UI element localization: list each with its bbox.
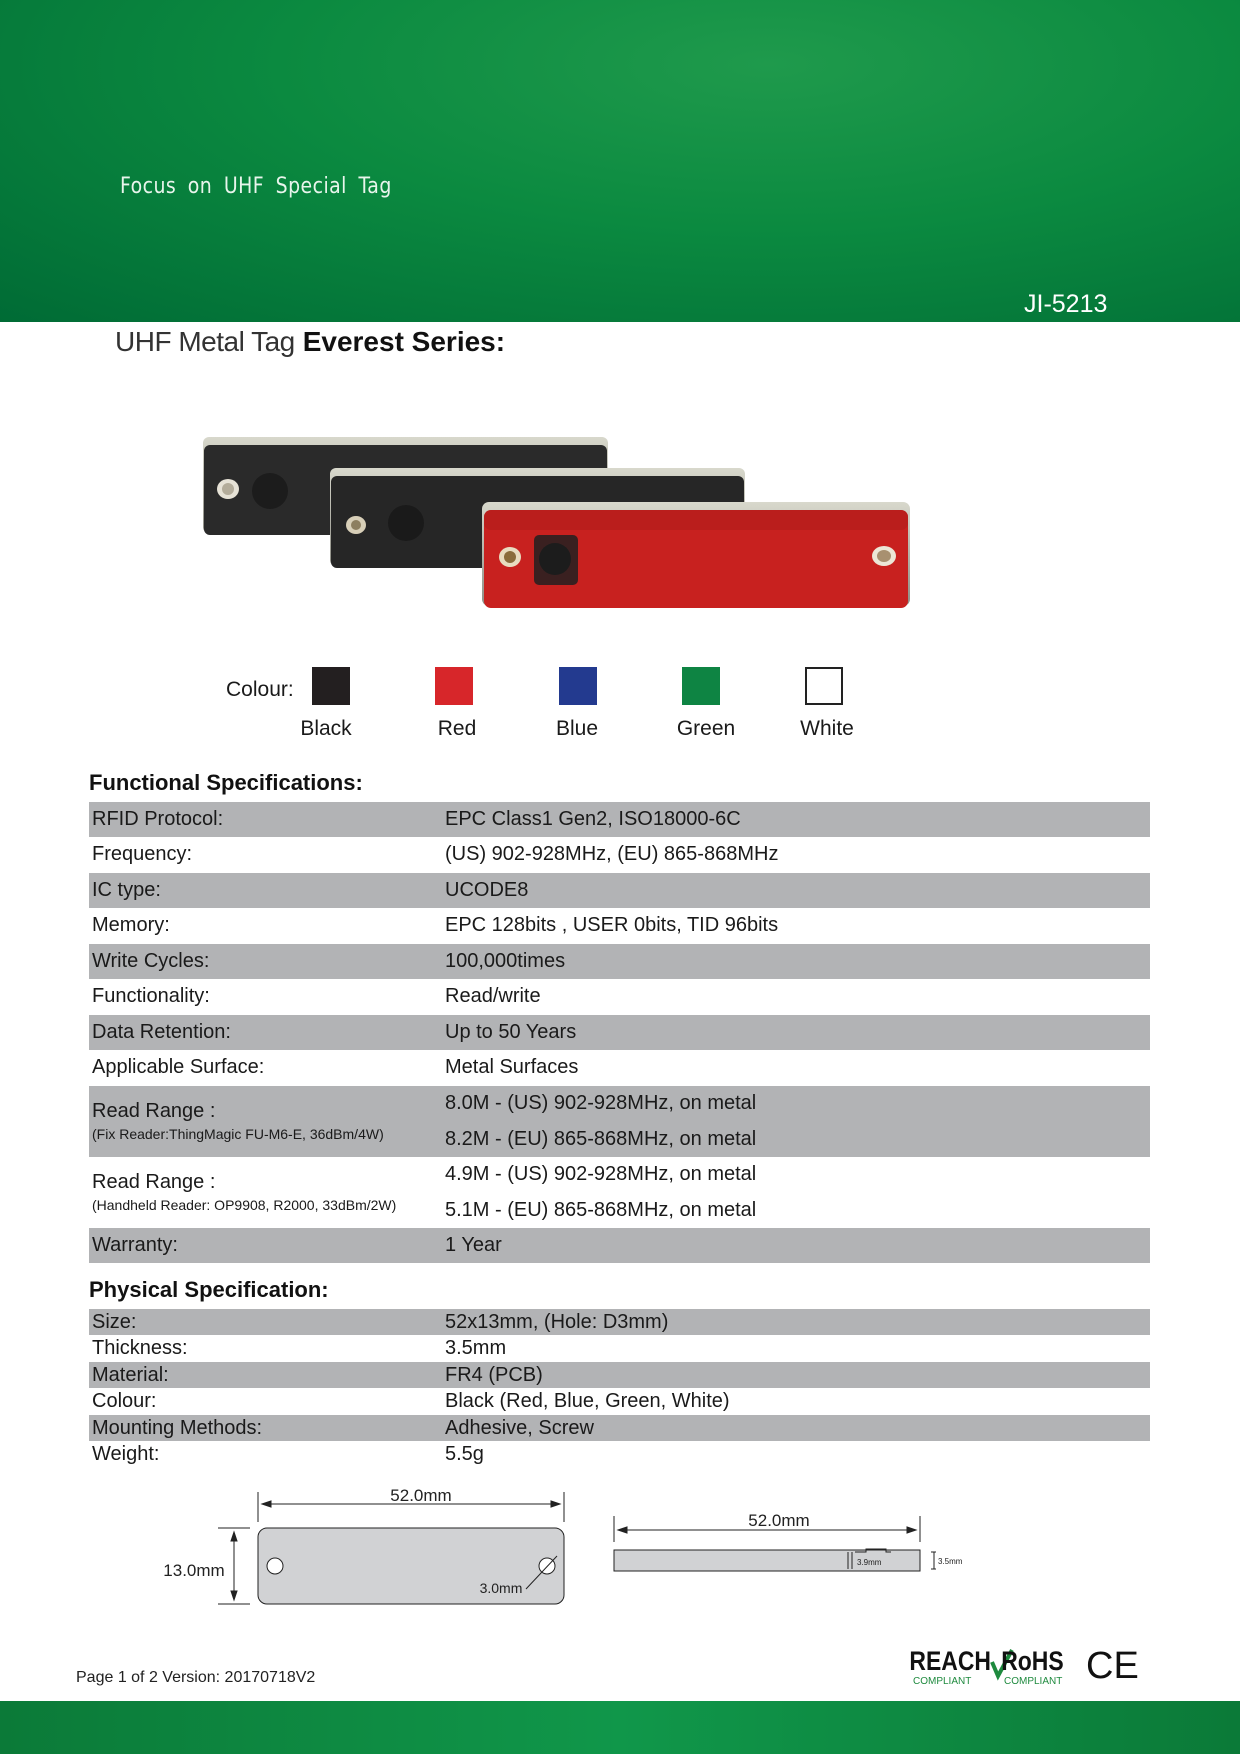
spec-label: Frequency: <box>92 843 193 865</box>
reach-logo: REACH <box>909 1646 991 1677</box>
swatch-red <box>435 667 473 705</box>
spec-sublabel: (Handheld Reader: OP9908, R2000, 33dBm/2W) <box>92 1197 397 1213</box>
spec-label: RFID Protocol: <box>92 808 224 830</box>
dim-top-width: 13.0mm <box>163 1561 225 1580</box>
table-row <box>89 979 1150 1015</box>
spec-label: Mounting Methods: <box>92 1417 263 1439</box>
spec-label: Material: <box>92 1364 169 1386</box>
spec-sublabel: (Fix Reader:ThingMagic FU-M6-E, 36dBm/4W) <box>92 1126 384 1142</box>
tag-red-front <box>482 502 910 608</box>
dim-hole: 3.0mm <box>479 1580 523 1596</box>
spec-value: Black (Red, Blue, Green, White) <box>445 1390 730 1412</box>
physical-spec-table <box>89 1309 1150 1468</box>
table-row <box>89 944 1150 979</box>
dim-side-length: 52.0mm <box>748 1511 810 1530</box>
page-title <box>115 326 505 358</box>
spec-value: Read/write <box>445 985 541 1007</box>
swatch-blue <box>559 667 597 705</box>
spec-value: Adhesive, Screw <box>445 1417 594 1439</box>
physical-spec-title: Physical Specification: <box>89 1277 329 1302</box>
spec-label: Warranty: <box>92 1234 178 1256</box>
swatch-name-blue: Blue <box>555 717 599 740</box>
table-row <box>89 1228 1150 1263</box>
table-row <box>89 1441 1150 1468</box>
spec-label: Read Range : <box>92 1171 216 1193</box>
spec-label: Memory: <box>92 914 170 936</box>
spec-label: Read Range : <box>92 1100 216 1122</box>
spec-value: UCODE8 <box>445 879 529 901</box>
table-row <box>89 873 1150 908</box>
certification-logos <box>906 1640 1146 1692</box>
footer-bar <box>0 1701 1240 1754</box>
dim-top-length: 52.0mm <box>390 1486 452 1505</box>
spec-label: Thickness: <box>92 1337 188 1359</box>
table-row <box>89 1388 1150 1415</box>
page-version: Page 1 of 2 Version: 20170718V2 <box>76 1669 316 1686</box>
swatch-name-white: White <box>800 717 854 740</box>
swatch-green <box>682 667 720 705</box>
dimension-drawings <box>0 1480 1240 1630</box>
spec-label: Size: <box>92 1311 137 1333</box>
ce-mark: CE <box>1086 1645 1139 1687</box>
spec-value: 100,000times <box>445 950 566 972</box>
spec-value: EPC Class1 Gen2, ISO18000-6C <box>445 808 741 830</box>
table-row <box>89 1015 1150 1050</box>
spec-label: IC type: <box>92 879 161 901</box>
swatch-name-green: Green <box>676 717 736 740</box>
spec-value: 8.0M - (US) 902-928MHz, on metal <box>445 1092 757 1114</box>
table-row <box>89 802 1150 837</box>
spec-value: EPC 128bits , USER 0bits, TID 96bits <box>445 914 779 936</box>
functional-spec-table <box>89 802 1150 1263</box>
table-row-read-range-fix <box>89 1086 1150 1157</box>
tagline: Focus on UHF Special Tag <box>120 174 392 199</box>
header-banner <box>0 0 1240 322</box>
colour-label: Colour: <box>226 678 294 701</box>
spec-value: 4.9M - (US) 902-928MHz, on metal <box>445 1163 757 1185</box>
spec-value: 1 Year <box>445 1234 502 1256</box>
table-row <box>89 1335 1150 1362</box>
swatch-white <box>805 667 843 705</box>
functional-spec-title: Functional Specifications: <box>89 770 363 795</box>
spec-label: Colour: <box>92 1390 157 1412</box>
rohs-logo: RoHS <box>1001 1646 1064 1677</box>
model-number: JI-5213 <box>1024 290 1108 318</box>
table-row <box>89 908 1150 944</box>
spec-value: 8.2M - (EU) 865-868MHz, on metal <box>445 1128 757 1150</box>
title-prefix: UHF Metal Tag <box>115 326 295 357</box>
spec-value: Up to 50 Years <box>445 1021 577 1043</box>
table-row <box>89 1362 1150 1388</box>
spec-value: FR4 (PCB) <box>445 1364 543 1386</box>
title-series: Everest Series: <box>302 326 506 357</box>
spec-value: Metal Surfaces <box>445 1056 579 1078</box>
spec-label: Data Retention: <box>92 1021 231 1043</box>
dim-side-thickness: 3.5mm <box>938 1557 963 1566</box>
spec-value: 52x13mm, (Hole: D3mm) <box>445 1311 669 1333</box>
spec-value: (US) 902-928MHz, (EU) 865-868MHz <box>445 843 779 865</box>
dim-side-inner: 3.9mm <box>857 1558 882 1567</box>
swatch-name-red: Red <box>437 717 477 740</box>
table-row-read-range-handheld <box>89 1157 1150 1228</box>
spec-label: Functionality: <box>92 985 210 1007</box>
product-image <box>200 425 920 625</box>
table-row <box>89 1050 1150 1086</box>
spec-value: 5.5g <box>445 1443 484 1465</box>
table-row <box>89 1415 1150 1441</box>
reach-compliant: COMPLIANT <box>913 1676 972 1687</box>
rohs-compliant: COMPLIANT <box>1004 1676 1063 1687</box>
spec-value: 3.5mm <box>445 1337 507 1359</box>
table-row <box>89 837 1150 873</box>
swatch-name-black: Black <box>300 717 352 740</box>
swatch-black <box>312 667 350 705</box>
spec-value: 5.1M - (EU) 865-868MHz, on metal <box>445 1199 757 1221</box>
spec-label: Weight: <box>92 1443 160 1465</box>
spec-label: Applicable Surface: <box>92 1056 265 1078</box>
table-row <box>89 1309 1150 1335</box>
spec-label: Write Cycles: <box>92 950 210 972</box>
